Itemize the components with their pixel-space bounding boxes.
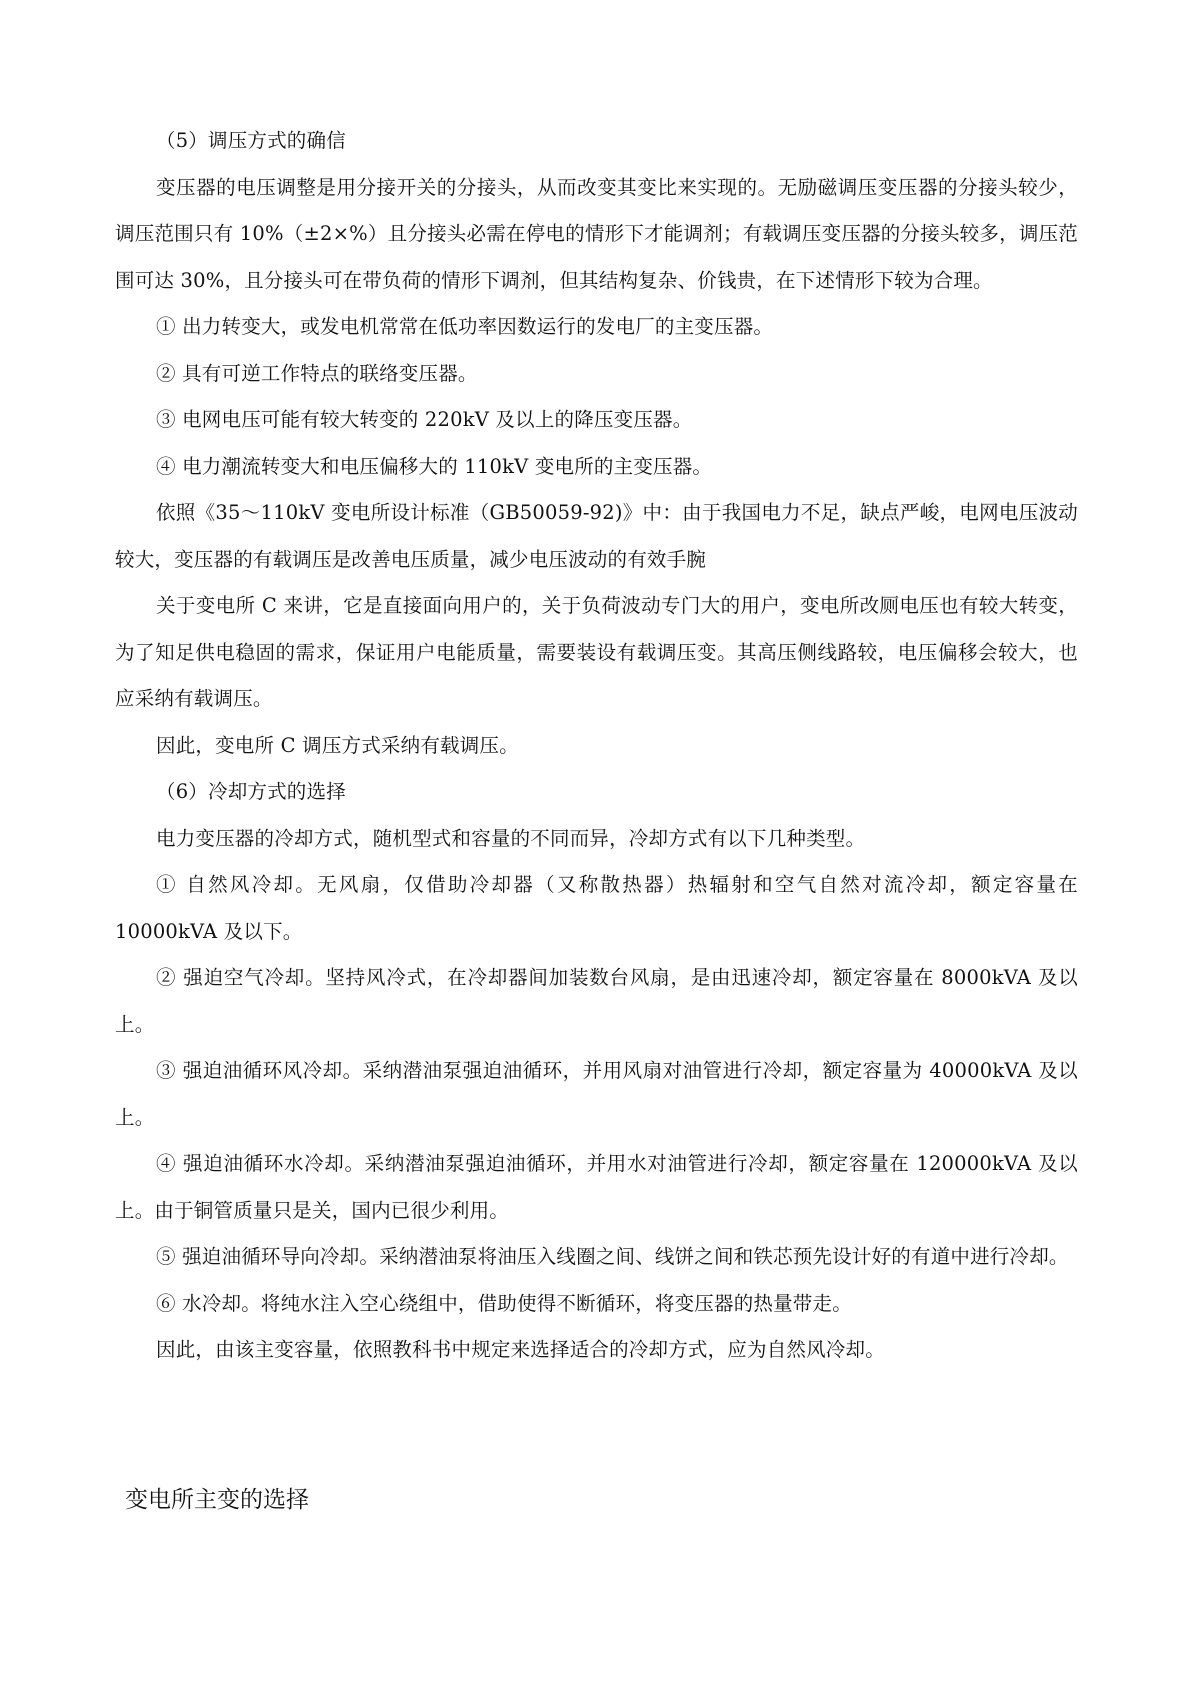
paragraph: 电力变压器的冷却方式，随机型式和容量的不同而异，冷却方式有以下几种类型。: [156, 826, 866, 850]
list-item: ① 出力转变大，或发电机常常在低功率因数运行的发电厂的主变压器。: [156, 315, 774, 338]
list-item: ③ 电网电压可能有较大转变的 220kV 及以上的降压变压器。: [156, 408, 693, 431]
section-heading: 变电所主变的选择: [125, 1487, 309, 1513]
paragraph: 因此，变电所 C 调压方式采纳有载调压。: [156, 733, 519, 757]
list-item: ① 自然风冷却。无风扇，仅借助冷却器（又称散热器）热辐射和空气自然对流冷却，额定容量在 10000kVA 及以下。: [115, 873, 1078, 943]
list-item: ⑥ 水冷却。将纯水注入空心绕组中，借助使得不断循环，将变压器的热量带走。: [156, 1291, 852, 1315]
list-item: ③ 强迫油循环风冷却。采纳潜油泵强迫油循环，并用风扇对油管进行冷却，额定容量为 40000kVA 及以上。: [115, 1059, 1078, 1129]
subheading-cooling-method: （6）冷却方式的选择: [156, 780, 346, 803]
paragraph: 关于变电所 C 来讲，它是直接面向用户的，关于负荷波动专门大的用户，变电所改厕电压也有较大转变，为了知足供电稳固的需求，保证用户电能质量，需要装设有载调压变。其高压侧线路较，电压偏移会较大，也应采纳有载调压。: [115, 594, 1078, 710]
list-item: ④ 强迫油循环水冷却。采纳潜油泵强迫油循环，并用水对油管进行冷却，额定容量在 120000kVA 及以上。由于铜管质量只是关，国内已很少利用。: [115, 1152, 1078, 1222]
list-item: ② 具有可逆工作特点的联络变压器。: [156, 361, 478, 385]
paragraph: 因此，由该主变容量，依照教科书中规定来选择适合的冷却方式，应为自然风冷却。: [156, 1338, 885, 1361]
paragraph: 依照《35～110kV 变电所设计标准（GB50059-92)》中：由于我国电力不足，缺点严峻，电网电压波动较大，变压器的有载调压是改善电压质量，减少电压波动的有效手腕: [115, 501, 1078, 571]
body-text: [115, 118, 1078, 1374]
list-item: ⑤ 强迫油循环导向冷却。采纳潜油泵将油压入线圈之间、线饼之间和铁芯预先设计好的有道中进行冷却。: [156, 1245, 1069, 1268]
list-item: ④ 电力潮流转变大和电压偏移大的 110kV 变电所的主变压器。: [156, 454, 713, 478]
paragraph: 变压器的电压调整是用分接开关的分接头，从而改变其变比来实现的。无励磁调压变压器的分接头较少，调压范围只有 10%（±2×%）且分接头必需在停电的情形下才能调剂；有载调压变压器的分接头较多，调压范围可达 30%，且分接头可在带负荷的情形下调剂，但其结构复杂、价钱贵，在下述情形下较为合理。: [115, 175, 1078, 292]
list-item: ② 强迫空气冷却。坚持风冷式，在冷却器间加装数台风扇，是由迅速冷却，额定容量在 8000kVA 及以上。: [115, 966, 1078, 1036]
subheading-voltage-regulation: （5）调压方式的确信: [156, 129, 346, 152]
